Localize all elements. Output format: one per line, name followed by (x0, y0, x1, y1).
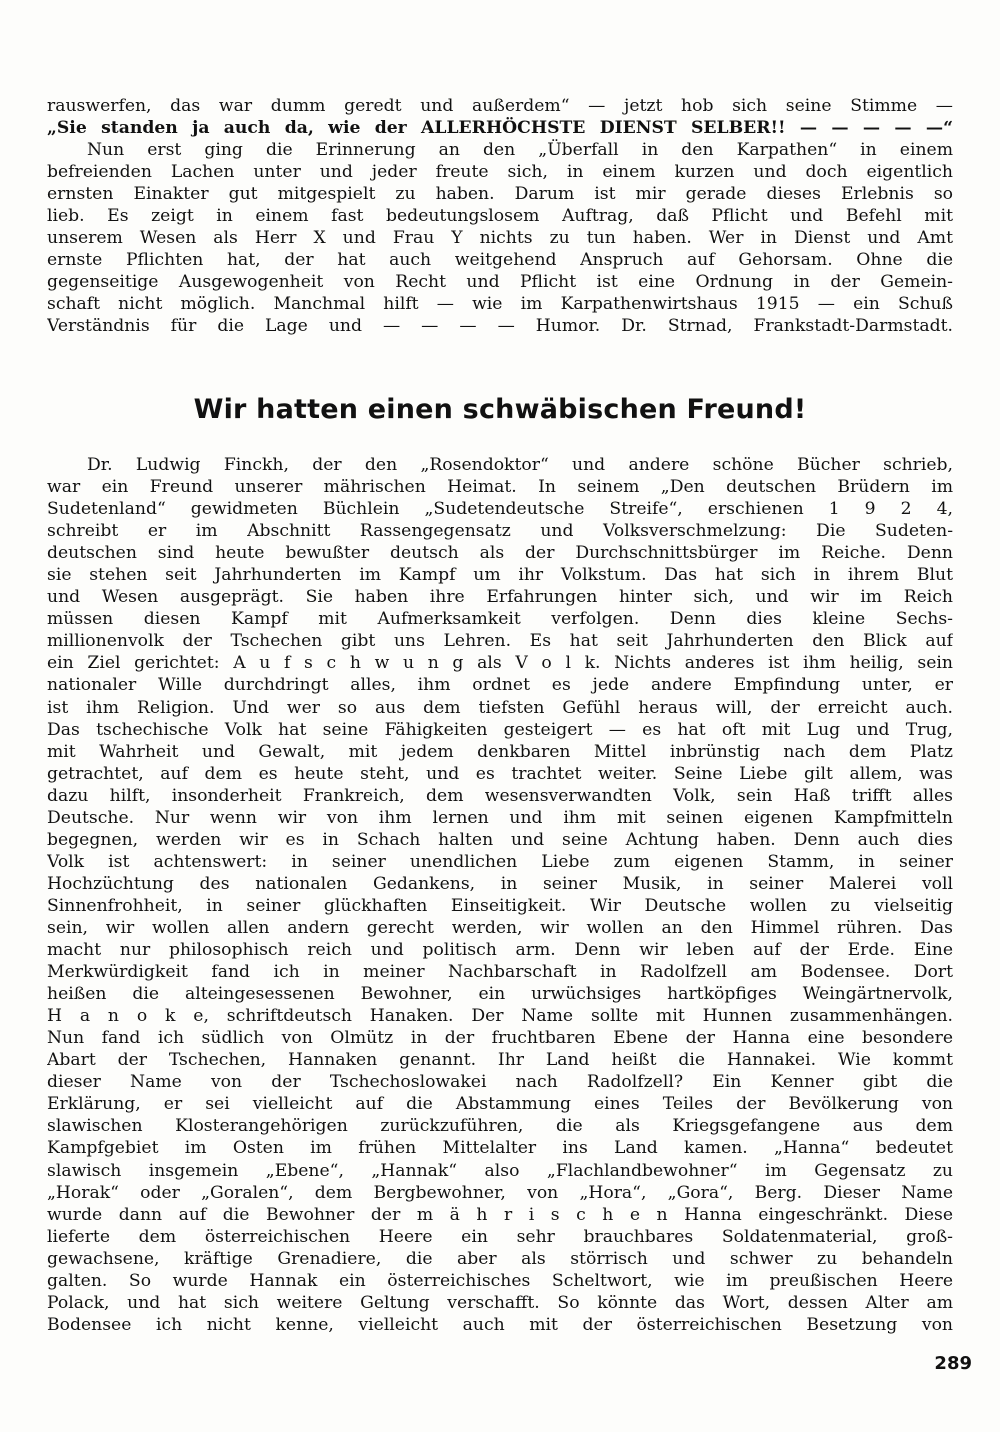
text-line: lieferte dem österreichischen Heere ein sehr brauchbares Soldatenmaterial, groß- (47, 1226, 953, 1247)
text-line: Das tschechische Volk hat seine Fähigkeiten gesteigert — es hat oft mit Lug und Trug, (47, 719, 953, 740)
text-line: befreienden Lachen unter und jeder freute sich, in einem kurzen und doch eigentlich (47, 162, 953, 183)
text-line: „Horak“ oder „Goralen“, dem Bergbewohner, von „Hora“, „Gora“, Berg. Dieser Name (47, 1182, 953, 1203)
text-line: ein Ziel gerichtet: A u f s c h w u n g als V o l k. Nichts anderes ist ihm heilig, sein (47, 653, 953, 674)
text-line: Nun erst ging die Erinnerung an den „Überfall in den Karpathen“ in einem (87, 140, 953, 161)
text-line: dazu hilft, insonderheit Frankreich, dem wesensverwandten Volk, sein Haß trifft alles (47, 785, 953, 806)
text-line: Verständnis für die Lage und — — — — Humor. Dr. Strnad, Frankstadt-Darmstadt. (47, 316, 953, 337)
text-line: Kampfgebiet im Osten im frühen Mittelalter ins Land kamen. „Hanna“ bedeutet (47, 1138, 953, 1159)
text-line: H a n o k e, schriftdeutsch Hanaken. Der Name sollte mit Hunnen zusammenhängen. (47, 1006, 953, 1027)
text-line: millionenvolk der Tschechen gibt uns Lehren. Es hat seit Jahrhunderten den Blick auf (47, 631, 953, 652)
text-line: slawisch insgemein „Ebene“, „Hannak“ also „Flachlandbewohner“ im Gegensatz zu (47, 1160, 953, 1181)
text-line: Polack, und hat sich weitere Geltung verschafft. So könnte das Wort, dessen Alter am (47, 1292, 953, 1313)
text-line: getrachtet, auf dem es heute steht, und es trachtet weiter. Seine Liebe gilt allem, was (47, 763, 953, 784)
text-line: dieser Name von der Tschechoslowakei nach Radolfzell? Ein Kenner gibt die (47, 1072, 953, 1093)
text-line: gewachsene, kräftige Grenadiere, die aber als störrisch und schwer zu behandeln (47, 1248, 953, 1269)
text-line: Deutsche. Nur wenn wir von ihm lernen und ihm mit seinen eigenen Kampfmitteln (47, 807, 953, 828)
text-line: schreibt er im Abschnitt Rassengegensatz und Volksverschmelzung: Die Sudeten- (47, 521, 953, 542)
text-line: gegenseitige Ausgewogenheit von Recht und Pflicht ist eine Ordnung in der Gemein- (47, 272, 953, 293)
text-line: begegnen, werden wir es in Schach halten und seine Achtung haben. Denn auch dies (47, 829, 953, 850)
text-line: heißen die alteingesessenen Bewohner, ein urwüchsiges hartköpfiges Weingärtnervolk, (47, 984, 953, 1005)
article-title: Wir hatten einen schwäbischen Freund! (193, 394, 807, 425)
text-line: Abart der Tschechen, Hannaken genannt. Ihr Land heißt die Hannakei. Wie kommt (47, 1050, 953, 1071)
text-line: müssen diesen Kampf mit Aufmerksamkeit verfolgen. Denn dies kleine Sechs- (47, 609, 953, 630)
text-line: sie stehen seit Jahrhunderten im Kampf um ihr Volkstum. Das hat sich in ihrem Blut (47, 565, 953, 586)
text-line: Bodensee ich nicht kenne, vielleicht auch mit der österreichischen Besetzung von (47, 1314, 953, 1335)
upper-text-block (47, 95, 953, 338)
text-line: galten. So wurde Hannak ein österreichisches Scheltwort, wie im preußischen Heere (47, 1270, 953, 1291)
text-line: Volk ist achtenswert: in seiner unendlichen Liebe zum eigenen Stamm, in seiner (47, 851, 953, 872)
text-line: macht nur philosophisch reich und politisch arm. Denn wir leben auf der Erde. Eine (47, 940, 953, 961)
text-line: war ein Freund unserer mährischen Heimat. In seinem „Den deutschen Brüdern im (47, 477, 953, 498)
page-number: 289 (934, 1353, 972, 1374)
text-line: unserem Wesen als Herr X und Frau Y nichts zu tun haben. Wer in Dienst und Amt (47, 228, 953, 249)
text-line: Nun fand ich südlich von Olmütz in der fruchtbaren Ebene der Hanna eine besondere (47, 1028, 953, 1049)
text-line: slawischen Klosterangehörigen zurückzuführen, die als Kriegsgefangene aus dem (47, 1116, 953, 1137)
text-line: mit Wahrheit und Gewalt, mit jedem denkbaren Mittel inbrünstig nach dem Platz (47, 741, 953, 762)
text-line: ernsten Einakter gut mitgespielt zu haben. Darum ist mir gerade dieses Erlebnis so (47, 184, 953, 205)
text-line: und Wesen ausgeprägt. Sie haben ihre Erfahrungen hinter sich, und wir im Reich (47, 587, 953, 608)
text-line: Sinnenfrohheit, in seiner glückhaften Einseitigkeit. Wir Deutsche wollen zu vielseitig (47, 895, 953, 916)
text-line: „Sie standen ja auch da, wie der ALLERHÖCHSTE DIENST SELBER!! — — — — —“ (47, 118, 953, 139)
text-line: lieb. Es zeigt in einem fast bedeutungslosem Auftrag, daß Pflicht und Befehl mit (47, 206, 953, 227)
article-body (47, 454, 953, 1336)
text-line: schaft nicht möglich. Manchmal hilft — wie im Karpathenwirtshaus 1915 — ein Schuß (47, 294, 953, 315)
text-line: nationaler Wille durchdringt alles, ihm ordnet es jede andere Empfindung unter, er (47, 675, 953, 696)
text-line: deutschen sind heute bewußter deutsch als der Durchschnittsbürger im Reiche. Denn (47, 543, 953, 564)
text-line: rauswerfen, das war dumm geredt und außerdem“ — jetzt hob sich seine Stimme — (47, 96, 953, 116)
text-line: ist ihm Religion. Und wer so aus dem tiefsten Gefühl heraus will, der erreicht auch. (47, 697, 953, 718)
text-line: ernste Pflichten hat, der hat auch weitgehend Anspruch auf Gehorsam. Ohne die (47, 250, 953, 271)
text-line: wurde dann auf die Bewohner der m ä h r i s c h e n Hanna eingeschränkt. Diese (47, 1204, 953, 1225)
text-line: sein, wir wollen allen andern gerecht werden, wir wollen an den Himmel rühren. Das (47, 917, 953, 938)
text-line: Dr. Ludwig Finckh, der den „Rosendoktor“ und andere schöne Bücher schrieb, (87, 455, 953, 475)
text-line: Erklärung, er sei vielleicht auf die Abstammung eines Teiles der Bevölkerung von (47, 1094, 953, 1115)
text-line: Merkwürdigkeit fand ich in meiner Nachbarschaft in Radolfzell am Bodensee. Dort (47, 962, 953, 983)
text-line: Hochzüchtung des nationalen Gedankens, in seiner Musik, in seiner Malerei voll (47, 873, 953, 894)
text-line: Sudetenland“ gewidmeten Büchlein „Sudetendeutsche Streife“, erschienen 1 9 2 4, (47, 499, 953, 520)
